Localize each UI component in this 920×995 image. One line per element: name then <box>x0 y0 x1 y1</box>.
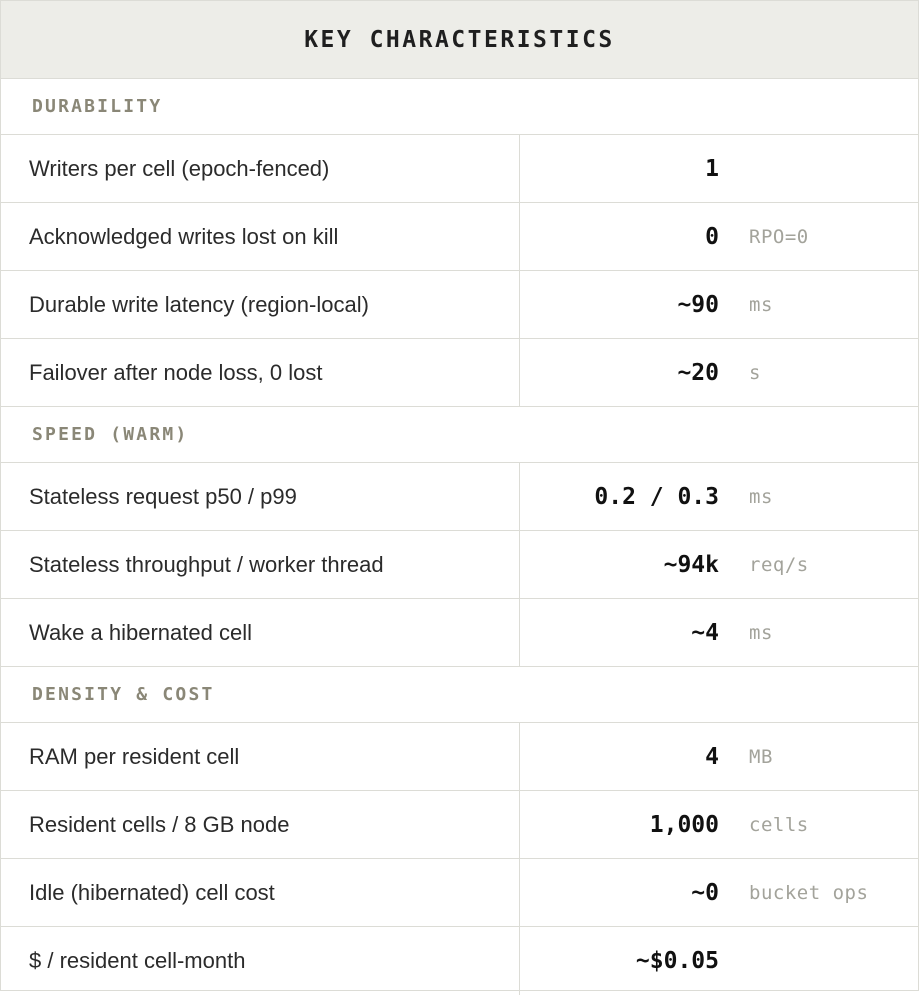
row-value: 0 <box>705 223 719 250</box>
table-row <box>1 203 918 271</box>
row-unit: s <box>749 361 761 384</box>
row-value: 0.2 / 0.3 <box>594 483 719 510</box>
section-density-cost-label: DENSITY & COST <box>1 667 918 723</box>
row-label: Failover after node loss, 0 lost <box>1 339 520 406</box>
row-value-cell <box>520 135 918 202</box>
table-row <box>1 339 918 407</box>
row-value-cell <box>520 531 918 598</box>
row-label: $ / resident cell-month <box>1 927 520 995</box>
row-label: Stateless request p50 / p99 <box>1 463 520 530</box>
row-label: Durable write latency (region-local) <box>1 271 520 338</box>
table-row <box>1 599 918 667</box>
row-value-cell <box>520 791 918 858</box>
row-value-cell <box>520 599 918 666</box>
card-header <box>1 1 918 79</box>
row-value: 1 <box>705 155 719 182</box>
row-value: ~4 <box>691 619 719 646</box>
table-row <box>1 271 918 339</box>
row-label: Acknowledged writes lost on kill <box>1 203 520 270</box>
row-label: RAM per resident cell <box>1 723 520 790</box>
row-unit: bucket ops <box>749 881 869 904</box>
row-unit: ms <box>749 621 773 644</box>
row-label: Wake a hibernated cell <box>1 599 520 666</box>
table-row <box>1 927 918 995</box>
row-value: 1,000 <box>649 811 719 838</box>
row-unit: ms <box>749 293 773 316</box>
row-value: ~90 <box>677 291 719 318</box>
row-label: Idle (hibernated) cell cost <box>1 859 520 926</box>
table-row <box>1 531 918 599</box>
section-speed-label: SPEED (WARM) <box>1 407 918 463</box>
row-value-cell <box>520 339 918 406</box>
row-value: ~$0.05 <box>635 948 719 974</box>
row-unit: ms <box>749 485 773 508</box>
row-value: ~94k <box>663 551 719 578</box>
table-row <box>1 463 918 531</box>
row-value: 4 <box>705 743 719 770</box>
row-value-cell <box>520 463 918 530</box>
row-label: Writers per cell (epoch-fenced) <box>1 135 520 202</box>
row-label: Resident cells / 8 GB node <box>1 791 520 858</box>
row-unit: MB <box>749 745 773 768</box>
row-value-cell <box>520 271 918 338</box>
row-value-cell <box>520 859 918 926</box>
table-row <box>1 135 918 203</box>
row-value-cell <box>520 203 918 270</box>
row-unit: req/s <box>749 553 809 576</box>
table-row <box>1 859 918 927</box>
row-unit: RPO=0 <box>749 225 809 248</box>
row-value: ~20 <box>677 359 719 386</box>
table-row <box>1 723 918 791</box>
row-value: ~0 <box>691 879 719 906</box>
row-value-cell <box>520 927 918 995</box>
row-value-cell <box>520 723 918 790</box>
card-title: KEY CHARACTERISTICS <box>304 26 615 53</box>
section-durability-label: DURABILITY <box>1 79 918 135</box>
table-row <box>1 791 918 859</box>
row-unit: cells <box>749 813 809 836</box>
row-label: Stateless throughput / worker thread <box>1 531 520 598</box>
